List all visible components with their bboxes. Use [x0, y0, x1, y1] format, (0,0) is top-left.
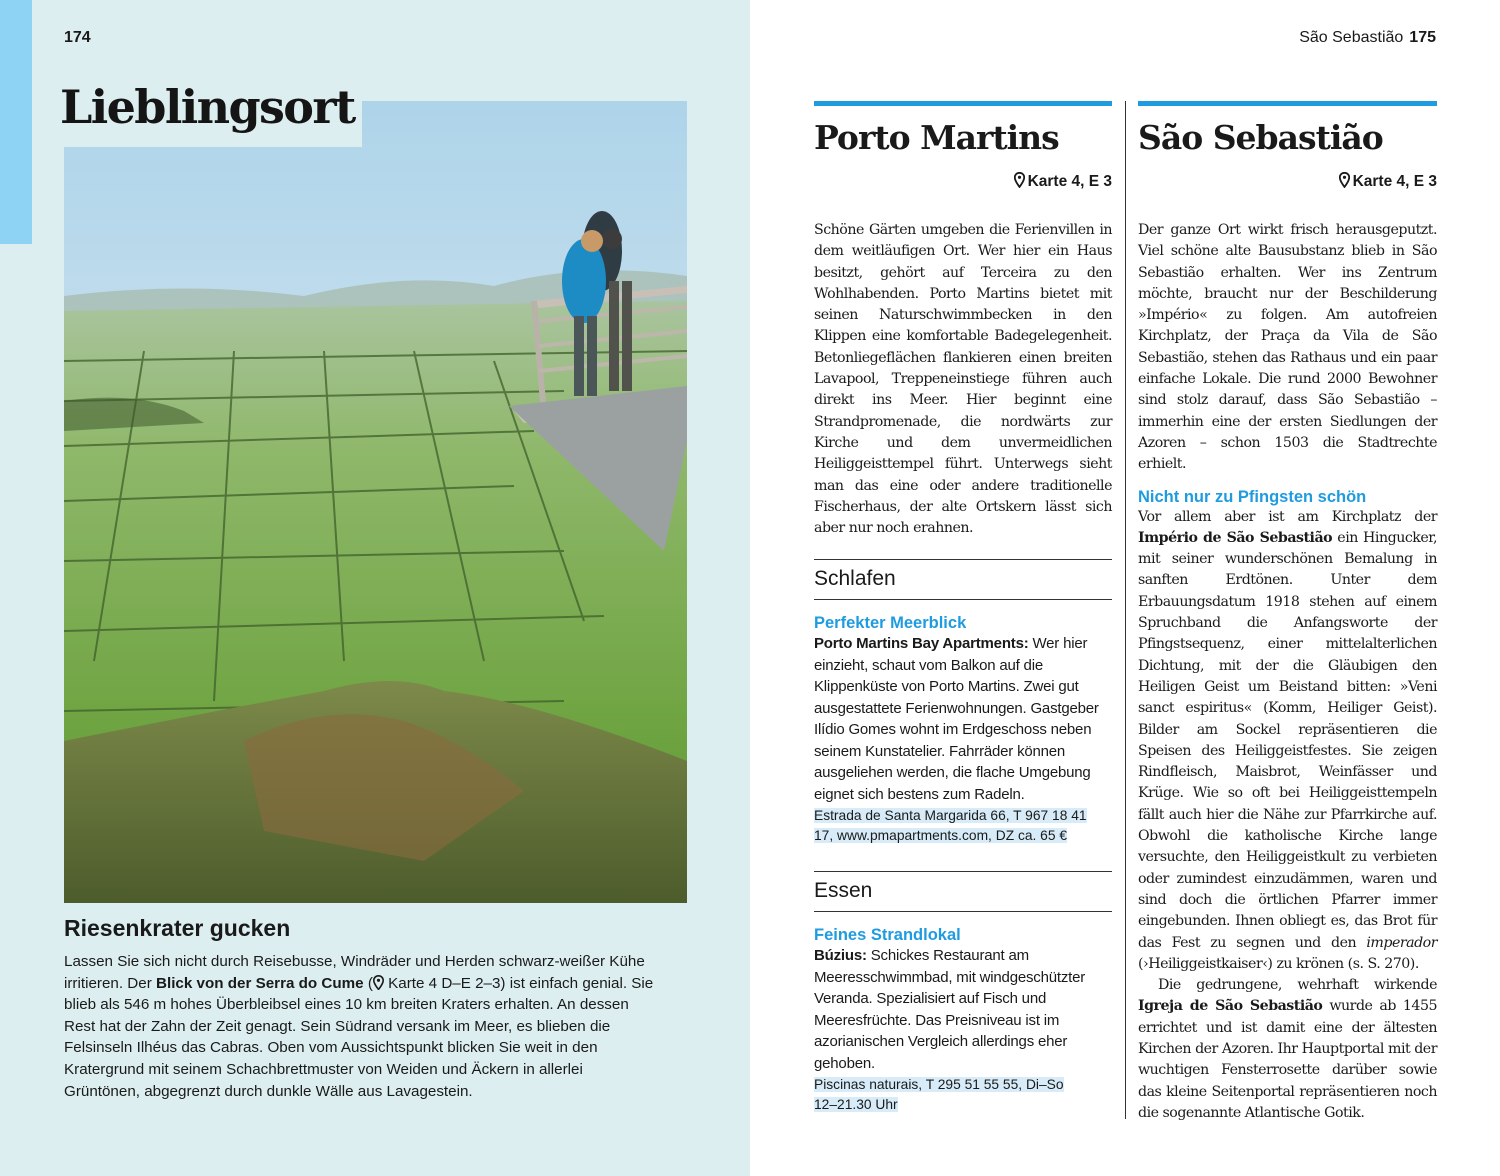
igreja-paragraph [1138, 975, 1437, 1124]
favorite-text-rest: ist einfach genial. Sie blieb als 546 m hohes Überbleibsel eines 10 km breiten Kraters erhalten. An dessen Rest hat der Zahn der Zeit genagt. Sein Südrand versank im Meer, es blieben die Felsinseln Ilhéus das Cabras. Oben vom Aussichtspunkt blicken Sie weit in den Kratergrund mit seinem Schachbrettmuster von Weiden und Äckern in allerlei Grüntönen, abgegrenzt durch dunkle Wälle aus Lavagestein. [64, 974, 654, 1100]
igreja-text-b: wurde ab 1455 errichtet und ist damit eine der ältesten Kirchen der Azoren. Ihr Hauptportal mit der wuchtigen Fensterrosette darüber sowie das kleine Seitenportal repräsentieren noch die sogenannte Atlantische Gotik. [1138, 998, 1437, 1121]
favorite-map-ref: Karte 4 D–E 2–3) [383, 974, 506, 992]
essen-tip-title: Feines Strandlokal [814, 926, 961, 945]
sao-sebastiao-rule [1138, 101, 1437, 106]
imperio-name: Império de São Sebastião [1138, 529, 1333, 546]
igreja-name: Igreja de São Sebastião [1138, 998, 1323, 1015]
sao-sebastiao-body [1138, 507, 1437, 1125]
schlafen-tip-title: Perfekter Meerblick [814, 614, 967, 633]
page-title: Lieblingsort [60, 80, 355, 134]
chapter-thumb-tab [0, 0, 32, 244]
essen-contact: Piscinas naturais, T 295 51 55 55, Di–So 12–21.30 Uhr [814, 1077, 1064, 1112]
sao-sebastiao-map-ref [1138, 172, 1437, 191]
porto-martins-rule [814, 101, 1112, 106]
essen-contact-wrap [814, 1075, 1089, 1114]
imperio-paragraph [1138, 507, 1437, 976]
favorite-subtitle: Riesenkrater gucken [64, 915, 291, 941]
schlafen-entry-text: Wer hier einzieht, schaut vom Balkon auf die Klippenküste von Porto Martins. Zwei gut ausgestattete Ferienwohnungen. Gastgeber Ilídio Gomes wohnt im Erdgeschoss neben seinem Kunstatelier. Fahrräder können ausgeliehen werden, die flache Umgebung eignet sich bestens zum Radeln. [814, 635, 1099, 803]
sao-sebastiao-column [1138, 101, 1437, 1124]
running-header-place: São Sebastião [1299, 29, 1404, 46]
imperador-term: imperador [1366, 934, 1437, 951]
schlafen-heading: Schlafen [814, 559, 1112, 600]
porto-martins-title: Porto Martins [814, 118, 1059, 157]
schlafen-contact-wrap [814, 806, 1089, 845]
imperio-text-a: Vor allem aber ist am Kirchplatz der [1138, 508, 1437, 525]
imperio-text-c: (›Heiliggeistkaiser‹) zu krönen (s. S. 270). [1138, 955, 1419, 972]
porto-martins-text: Schöne Gärten umgeben die Ferienvillen in dem weitläufigen Ort. Wer hier ein Haus besitzt, gehört auf Terceira zu den Wohlhabenden. Porto Martins bietet mit seinen Naturschwimmbecken in den Klippen eine komfortable Badegelegenheit. Betonliegeflächen flankieren einen breiten Lavapool, Treppeneinstiege führen auch direkt ins Meer. Hier beginnt eine Strandpromenade, die nordwärts zur Kirche und dem unvermeidlichen Heiliggeisttempel führt. Unterwegs sieht man das eine oder andere traditionelle Fischerhaus, der alte Ortskern lässt sich aber nur noch erahnen. [814, 222, 1112, 537]
schlafen-entry [814, 633, 1112, 805]
essen-entry-name: Búzius: [814, 947, 867, 965]
essen-entry [814, 945, 1112, 1074]
imperio-text-b: ein Hingucker, mit seiner wunderschönen Bemalung in sanften Erdtönen. Unter dem Erbauungsdatum 1918 stehen auf einem Spruchband die Anfangsworte der Pfingstsequenz, einer mittelalterlichen Dichtung, mit der die Gläubigen den Heiligen Geist um Beistand bitten: »Veni sanct espiritus« (Komm, Heiliger Geist). Bilder am Sockel repräsentieren die Speisen des Heiliggeistfestes. Sie zeigen Rindfleisch, Maisbrot, Weinfässer und Krüge. Wie so oft bei Heiliggeisttempeln fällt auch hier die Nähe zur Pfarrkirche auf. Obwohl die katholische Kirche lange versuchte, den Heiliggeistkult zu verbieten oder zumindest einzudämmen, waren und sind doch die örtlichen Pfarrer immer eingebunden. Ihnen obliegt es, das Brot für das Fest zu segnen und den [1138, 529, 1437, 951]
page-number-right: 175 [1409, 29, 1436, 46]
sao-sebastiao-subheading: Nicht nur zu Pfingsten schön [1138, 487, 1367, 506]
igreja-text-a: Die gedrungene, wehrhaft wirkende [1158, 977, 1437, 994]
favorite-text-intro: Lassen Sie sich nicht durch Reisebusse, Windräder und Herden schwarz-weißer Kühe irritieren. Der [64, 953, 645, 992]
schlafen-contact: Estrada de Santa Margarida 66, T 967 18 41 17, www.pmapartments.com, DZ ca. 65 € [814, 808, 1087, 843]
favorite-paragraph: Lassen Sie sich nicht durch Reisebusse, Windräder und Herden schwarz-weißer Kühe irritieren. Der Blick von der Serra do Cume ( Karte 4 D–E 2–3) ist einfach genial. Sie blieb als 546 m hohes Überbleibsel eines 10 km breiten Kraters erhalten. An dessen Rest hat der Zahn der Zeit genagt. Sein Südrand versank im Meer, es blieben die Felsinseln Ilhéus das Cabras. Oben vom Aussichtspunkt blicken Sie weit in den Kratergrund mit seinem Schachbrettmuster von Weiden und Äckern in allerlei Grüntönen, abgegrenzt durch dunkle Wälle aus Lavagestein. [64, 953, 654, 1100]
porto-martins-map-ref [814, 172, 1112, 191]
map-pin-icon [373, 975, 384, 990]
schlafen-entry-name: Porto Martins Bay Apartments: [814, 635, 1029, 653]
sao-sebastiao-title: São Sebastião [1138, 118, 1383, 157]
favorite-highlight: Blick von der Serra do Cume [156, 974, 364, 992]
porto-martins-map-ref-text: Karte 4, E 3 [1027, 173, 1112, 190]
photo-serra-do-cume [64, 101, 687, 903]
running-header [1299, 29, 1436, 47]
map-pin-icon [1339, 172, 1350, 188]
map-pin-icon [1014, 172, 1025, 188]
page-number-left: 174 [64, 29, 91, 46]
sao-sebastiao-map-ref-text: Karte 4, E 3 [1352, 173, 1437, 190]
column-divider [1125, 101, 1126, 1119]
porto-martins-column [814, 101, 1112, 1114]
essen-entry-text: Schickes Restaurant am Meeresschwimmbad, mit windgeschützter Veranda. Spezialisiert auf Fisch und Meeresfrüchte. Das Preisniveau ist im azorianischen Vergleich allerdings eher gehoben. [814, 947, 1086, 1072]
essen-heading: Essen [814, 871, 1112, 912]
sao-sebastiao-intro: Der ganze Ort wirkt frisch herausgeputzt. Viel schöne alte Bausubstanz blieb in São Sebastião erhalten. Wer ins Zentrum möchte, braucht nur der Beschilderung »Império« zu folgen. Am autofreien Kirchplatz, der Praça da Vila de São Sebastião, stehen das Rathaus und ein paar einfache Lokale. Die rund 2000 Bewohner sind stolz darauf, dass São Sebastião – immerhin eine der ersten Siedlungen der Azoren – schon 1503 die Stadtrechte erhielt. [1138, 222, 1437, 473]
